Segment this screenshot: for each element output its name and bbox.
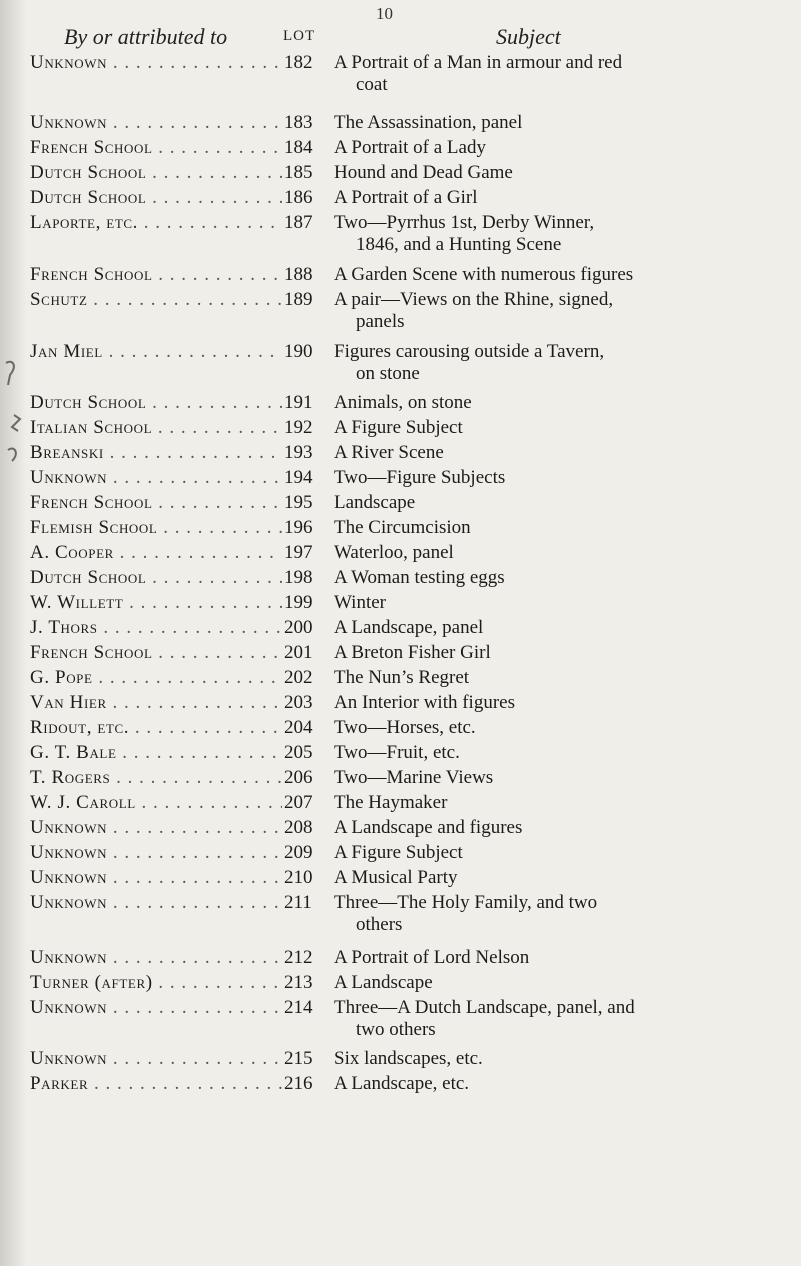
subject-description bbox=[334, 692, 796, 714]
lot-number: 209 bbox=[284, 842, 313, 863]
subject-text: Waterloo, panel bbox=[334, 542, 454, 563]
artist-name: Van Hier . . . bbox=[30, 692, 282, 714]
subject-description bbox=[334, 567, 796, 589]
subject-text: A Figure Subject bbox=[334, 417, 463, 438]
subject-description bbox=[334, 137, 796, 159]
subject-description bbox=[334, 52, 796, 96]
subject-continuation: panels bbox=[356, 311, 405, 332]
lot-number: 211 bbox=[284, 892, 312, 913]
subject-description bbox=[334, 592, 796, 614]
artist-name: French School . . . bbox=[30, 137, 282, 159]
subject-text: A Garden Scene with numerous figures bbox=[334, 264, 634, 285]
subject-text: A Portrait of a Girl bbox=[334, 187, 478, 208]
subject-text: Two—Pyrrhus 1st, Derby Winner, bbox=[334, 212, 595, 233]
subject-description bbox=[334, 264, 796, 286]
artist-name: Unknown . . . bbox=[30, 817, 282, 839]
subject-continuation: 1846, and a Hunting Scene bbox=[356, 234, 562, 255]
lot-number: 202 bbox=[284, 667, 313, 688]
artist-name: Dutch School . . . bbox=[30, 162, 282, 184]
subject-text: An Interior with figures bbox=[334, 692, 515, 713]
subject-text: A Landscape bbox=[334, 972, 433, 993]
subject-text: Three—The Holy Family, and two bbox=[334, 892, 598, 913]
subject-description bbox=[334, 617, 796, 639]
subject-text: Six landscapes, etc. bbox=[334, 1048, 483, 1069]
subject-description bbox=[334, 717, 796, 739]
artist-name: Dutch School . . . bbox=[30, 187, 282, 209]
lot-number: 191 bbox=[284, 392, 313, 413]
lot-number: 204 bbox=[284, 717, 313, 738]
artist-name: Schutz . . . bbox=[30, 289, 282, 311]
lot-number: 200 bbox=[284, 617, 313, 638]
artist-name: G. Pope . . . bbox=[30, 667, 282, 689]
subject-description bbox=[334, 997, 796, 1041]
lot-number: 208 bbox=[284, 817, 313, 838]
artist-name: Ridout, etc. . . . bbox=[30, 717, 282, 739]
subject-description bbox=[334, 289, 796, 333]
artist-name: Unknown . . . bbox=[30, 997, 282, 1019]
artist-name: Unknown . . . bbox=[30, 892, 282, 914]
subject-text: Two—Figure Subjects bbox=[334, 467, 506, 488]
subject-description bbox=[334, 442, 796, 464]
subject-continuation: others bbox=[356, 914, 403, 935]
lot-number: 207 bbox=[284, 792, 313, 813]
subject-description bbox=[334, 867, 796, 889]
subject-description bbox=[334, 162, 796, 184]
lot-number: 183 bbox=[284, 112, 313, 133]
subject-description bbox=[334, 392, 796, 414]
subject-continuation: two others bbox=[356, 1019, 436, 1040]
lot-number: 199 bbox=[284, 592, 313, 613]
lot-number: 192 bbox=[284, 417, 313, 438]
subject-text: Animals, on stone bbox=[334, 392, 472, 413]
lot-number: 198 bbox=[284, 567, 313, 588]
subject-description bbox=[334, 792, 796, 814]
subject-description bbox=[334, 767, 796, 789]
artist-name: Parker . . . bbox=[30, 1073, 282, 1095]
subject-description bbox=[334, 817, 796, 839]
subject-text: A Landscape, panel bbox=[334, 617, 484, 638]
subject-description bbox=[334, 642, 796, 664]
subject-text: The Nun’s Regret bbox=[334, 667, 470, 688]
subject-description bbox=[334, 842, 796, 864]
lot-number: 184 bbox=[284, 137, 313, 158]
subject-text: A Portrait of a Lady bbox=[334, 137, 486, 158]
lot-number: 193 bbox=[284, 442, 313, 463]
lot-number: 194 bbox=[284, 467, 313, 488]
lot-number: 186 bbox=[284, 187, 313, 208]
artist-name: J. Thors . . . bbox=[30, 617, 282, 639]
lot-number: 188 bbox=[284, 264, 313, 285]
artist-name: Jan Miel . . . bbox=[30, 341, 282, 363]
subject-description bbox=[334, 467, 796, 489]
subject-text: The Circumcision bbox=[334, 517, 471, 538]
artist-name: French School . . . bbox=[30, 642, 282, 664]
header-lot: LOT bbox=[283, 28, 316, 44]
artist-name: Unknown . . . bbox=[30, 112, 282, 134]
lot-number: 213 bbox=[284, 972, 313, 993]
artist-name: Turner (after) . . . bbox=[30, 972, 282, 994]
subject-description bbox=[334, 892, 796, 936]
subject-text: A pair—Views on the Rhine, signed, bbox=[334, 289, 614, 310]
subject-description bbox=[334, 542, 796, 564]
artist-name: W. J. Caroll . . . bbox=[30, 792, 282, 814]
subject-description bbox=[334, 517, 796, 539]
lot-number: 215 bbox=[284, 1048, 313, 1069]
subject-text: A Portrait of a Man in armour and red bbox=[334, 52, 623, 73]
subject-description bbox=[334, 492, 796, 514]
subject-text: A River Scene bbox=[334, 442, 444, 463]
artist-name: Flemish School . . . bbox=[30, 517, 282, 539]
subject-text: Landscape bbox=[334, 492, 416, 513]
artist-name: Breanski . . . bbox=[30, 442, 282, 464]
lot-number: 212 bbox=[284, 947, 313, 968]
lot-number: 196 bbox=[284, 517, 313, 538]
subject-text: A Woman testing eggs bbox=[334, 567, 505, 588]
lot-number: 216 bbox=[284, 1073, 313, 1094]
artist-name: Dutch School . . . bbox=[30, 392, 282, 414]
margin-pencil-mark-icon bbox=[2, 355, 24, 465]
subject-text: Figures carousing outside a Tavern, bbox=[334, 341, 605, 362]
lot-number: 214 bbox=[284, 997, 313, 1018]
subject-text: Two—Marine Views bbox=[334, 767, 494, 788]
header-attributed: By or attributed to bbox=[64, 24, 228, 49]
subject-text: A Musical Party bbox=[334, 867, 458, 888]
artist-name: T. Rogers . . . bbox=[30, 767, 282, 789]
lot-number: 190 bbox=[284, 341, 313, 362]
subject-text: Winter bbox=[334, 592, 386, 613]
artist-name: G. T. Bale . . . bbox=[30, 742, 282, 764]
artist-name: French School . . . bbox=[30, 264, 282, 286]
artist-name: A. Cooper . . . bbox=[30, 542, 282, 564]
subject-description bbox=[334, 947, 796, 969]
subject-description bbox=[334, 1048, 796, 1070]
subject-description bbox=[334, 187, 796, 209]
lot-number: 205 bbox=[284, 742, 313, 763]
subject-text: The Assassination, panel bbox=[334, 112, 523, 133]
lot-number: 201 bbox=[284, 642, 313, 663]
artist-name: Unknown . . . bbox=[30, 467, 282, 489]
subject-text: A Breton Fisher Girl bbox=[334, 642, 491, 663]
lot-number: 187 bbox=[284, 212, 313, 233]
artist-name: Unknown . . . bbox=[30, 52, 282, 74]
artist-name: Dutch School . . . bbox=[30, 567, 282, 589]
subject-description bbox=[334, 667, 796, 689]
subject-continuation: on stone bbox=[356, 363, 420, 384]
artist-name: Unknown . . . bbox=[30, 1048, 282, 1070]
artist-name: Italian School . . . bbox=[30, 417, 282, 439]
subject-description bbox=[334, 417, 796, 439]
lot-number: 182 bbox=[284, 52, 313, 73]
page-number: 10 bbox=[376, 4, 393, 23]
artist-name: W. Willett . . . bbox=[30, 592, 282, 614]
subject-description bbox=[334, 742, 796, 764]
lot-number: 210 bbox=[284, 867, 313, 888]
subject-text: Two—Fruit, etc. bbox=[334, 742, 460, 763]
artist-name: Laporte, etc. . . . bbox=[30, 212, 282, 234]
subject-description bbox=[334, 212, 796, 256]
subject-text: A Landscape and figures bbox=[334, 817, 523, 838]
subject-text: A Landscape, etc. bbox=[334, 1073, 470, 1094]
artist-name: Unknown . . . bbox=[30, 867, 282, 889]
subject-description bbox=[334, 972, 796, 994]
lot-number: 206 bbox=[284, 767, 313, 788]
lot-number: 203 bbox=[284, 692, 313, 713]
lot-number: 185 bbox=[284, 162, 313, 183]
lot-number: 195 bbox=[284, 492, 313, 513]
subject-text: The Haymaker bbox=[334, 792, 448, 813]
page-gutter-shadow bbox=[0, 0, 26, 1266]
lot-number: 189 bbox=[284, 289, 313, 310]
artist-name: French School . . . bbox=[30, 492, 282, 514]
subject-description bbox=[334, 1073, 796, 1095]
artist-name: Unknown . . . bbox=[30, 842, 282, 864]
artist-name: Unknown . . . bbox=[30, 947, 282, 969]
subject-text: A Figure Subject bbox=[334, 842, 463, 863]
subject-description bbox=[334, 112, 796, 134]
subject-continuation: coat bbox=[356, 74, 388, 95]
lot-number: 197 bbox=[284, 542, 313, 563]
subject-text: Hound and Dead Game bbox=[334, 162, 513, 183]
subject-text: Three—A Dutch Landscape, panel, and bbox=[334, 997, 635, 1018]
subject-text: Two—Horses, etc. bbox=[334, 717, 476, 738]
subject-description bbox=[334, 341, 796, 385]
header-subject: Subject bbox=[496, 24, 561, 49]
subject-text: A Portrait of Lord Nelson bbox=[334, 947, 530, 968]
